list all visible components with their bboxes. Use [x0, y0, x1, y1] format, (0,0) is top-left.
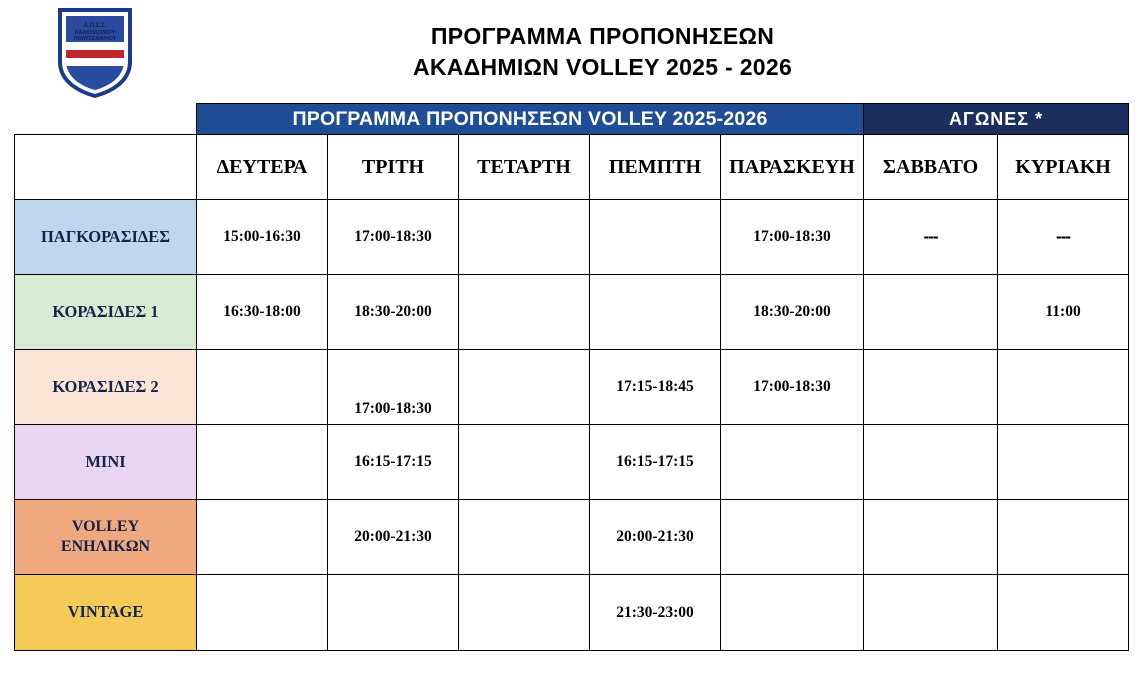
cell-volley-adults-friday — [721, 500, 864, 575]
band-main-title: ΠΡΟΓΡΑΜΜΑ ΠΡΟΠΟΝΗΣΕΩΝ VOLLEY 2025-2026 — [197, 104, 864, 135]
page-header — [0, 0, 1135, 103]
cell-mini-thursday: 16:15-17:15 — [590, 425, 721, 500]
page-title — [190, 21, 1135, 82]
day-header-sunday: ΚΥΡΙΑΚΗ — [998, 135, 1129, 200]
cell-volley-adults-monday — [197, 500, 328, 575]
cell-vintage-saturday — [864, 575, 998, 651]
cell-mini-wednesday — [459, 425, 590, 500]
cell-pagkorasides-sunday: --- — [998, 200, 1129, 275]
day-header-saturday: ΣΑΒΒΑΤΟ — [864, 135, 998, 200]
svg-text:Α.Π.Σ.Σ.: Α.Π.Σ.Σ. — [83, 22, 107, 29]
table-row — [15, 200, 1129, 275]
cell-korasides1-thursday — [590, 275, 721, 350]
club-crest-icon — [56, 6, 134, 98]
cell-mini-tuesday: 16:15-17:15 — [328, 425, 459, 500]
cell-volley-adults-sunday — [998, 500, 1129, 575]
cell-korasides1-saturday — [864, 275, 998, 350]
svg-text:ΠΟΛΥΣΕΝΑΡΙΟΥ: ΠΟΛΥΣΕΝΑΡΙΟΥ — [73, 35, 117, 42]
cell-volley-adults-thursday: 20:00-21:30 — [590, 500, 721, 575]
schedule-table-container — [14, 103, 1114, 651]
cell-vintage-sunday — [998, 575, 1129, 651]
category-korasides-2: ΚΟΡΑΣΙΔΕΣ 2 — [15, 350, 197, 425]
category-volley-adults — [15, 500, 197, 575]
cell-vintage-monday — [197, 575, 328, 651]
title-line-2: ΑΚΑΔΗΜΙΩΝ VOLLEY 2025 - 2026 — [412, 53, 793, 80]
cell-korasides1-monday: 16:30-18:00 — [197, 275, 328, 350]
cell-korasides2-tuesday: 17:00-18:30 — [328, 350, 459, 425]
cell-pagkorasides-friday: 17:00-18:30 — [721, 200, 864, 275]
category-volley-adults-line1: VOLLEY — [71, 518, 140, 535]
cell-korasides2-thursday: 17:15-18:45 — [590, 350, 721, 425]
cell-mini-sunday — [998, 425, 1129, 500]
day-header-tuesday: ΤΡΙΤΗ — [328, 135, 459, 200]
cell-korasides1-wednesday — [459, 275, 590, 350]
cell-pagkorasides-wednesday — [459, 200, 590, 275]
cell-korasides2-friday: 17:00-18:30 — [721, 350, 864, 425]
cell-volley-adults-tuesday: 20:00-21:30 — [328, 500, 459, 575]
cell-korasides1-sunday: 11:00 — [998, 275, 1129, 350]
cell-vintage-thursday: 21:30-23:00 — [590, 575, 721, 651]
table-row — [15, 500, 1129, 575]
day-header-friday: ΠΑΡΑΣΚΕΥΗ — [721, 135, 864, 200]
cell-korasides2-monday — [197, 350, 328, 425]
day-header-monday: ΔΕΥΤΕΡΑ — [197, 135, 328, 200]
schedule-table — [14, 103, 1129, 651]
header-corner-cell — [15, 135, 197, 200]
cell-volley-adults-saturday — [864, 500, 998, 575]
category-pagkorasides: ΠΑΓΚΟΡΑΣΙΔΕΣ — [15, 200, 197, 275]
cell-mini-friday — [721, 425, 864, 500]
cell-korasides2-sunday — [998, 350, 1129, 425]
band-empty-cell — [15, 104, 197, 135]
cell-vintage-tuesday — [328, 575, 459, 651]
cell-pagkorasides-monday: 15:00-16:30 — [197, 200, 328, 275]
cell-pagkorasides-tuesday: 17:00-18:30 — [328, 200, 459, 275]
band-games-title: ΑΓΩΝΕΣ * — [864, 104, 1129, 135]
cell-pagkorasides-saturday: --- — [864, 200, 998, 275]
cell-korasides1-friday: 18:30-20:00 — [721, 275, 864, 350]
day-header-wednesday: ΤΕΤΑΡΤΗ — [459, 135, 590, 200]
table-row — [15, 275, 1129, 350]
category-vintage: VINTAGE — [15, 575, 197, 651]
cell-vintage-friday — [721, 575, 864, 651]
cell-korasides1-tuesday: 18:30-20:00 — [328, 275, 459, 350]
title-line-1: ΠΡΟΓΡΑΜΜΑ ΠΡΟΠΟΝΗΣΕΩΝ — [430, 23, 775, 50]
cell-pagkorasides-thursday — [590, 200, 721, 275]
table-day-header-row — [15, 135, 1129, 200]
category-volley-adults-line2: ΕΝΗΛΙΚΩΝ — [60, 538, 151, 555]
cell-mini-monday — [197, 425, 328, 500]
table-row — [15, 350, 1129, 425]
category-mini: MINI — [15, 425, 197, 500]
table-band-row — [15, 104, 1129, 135]
cell-mini-saturday — [864, 425, 998, 500]
table-row — [15, 575, 1129, 651]
cell-vintage-wednesday — [459, 575, 590, 651]
table-row — [15, 425, 1129, 500]
logo-container — [0, 6, 190, 98]
cell-korasides2-wednesday — [459, 350, 590, 425]
cell-volley-adults-wednesday — [459, 500, 590, 575]
cell-korasides2-saturday — [864, 350, 998, 425]
category-korasides-1: ΚΟΡΑΣΙΔΕΣ 1 — [15, 275, 197, 350]
day-header-thursday: ΠΕΜΠΤΗ — [590, 135, 721, 200]
svg-text:ΧΑΛΚΗΔΟΝΙΟΥ: ΧΑΛΚΗΔΟΝΙΟΥ — [74, 29, 116, 36]
